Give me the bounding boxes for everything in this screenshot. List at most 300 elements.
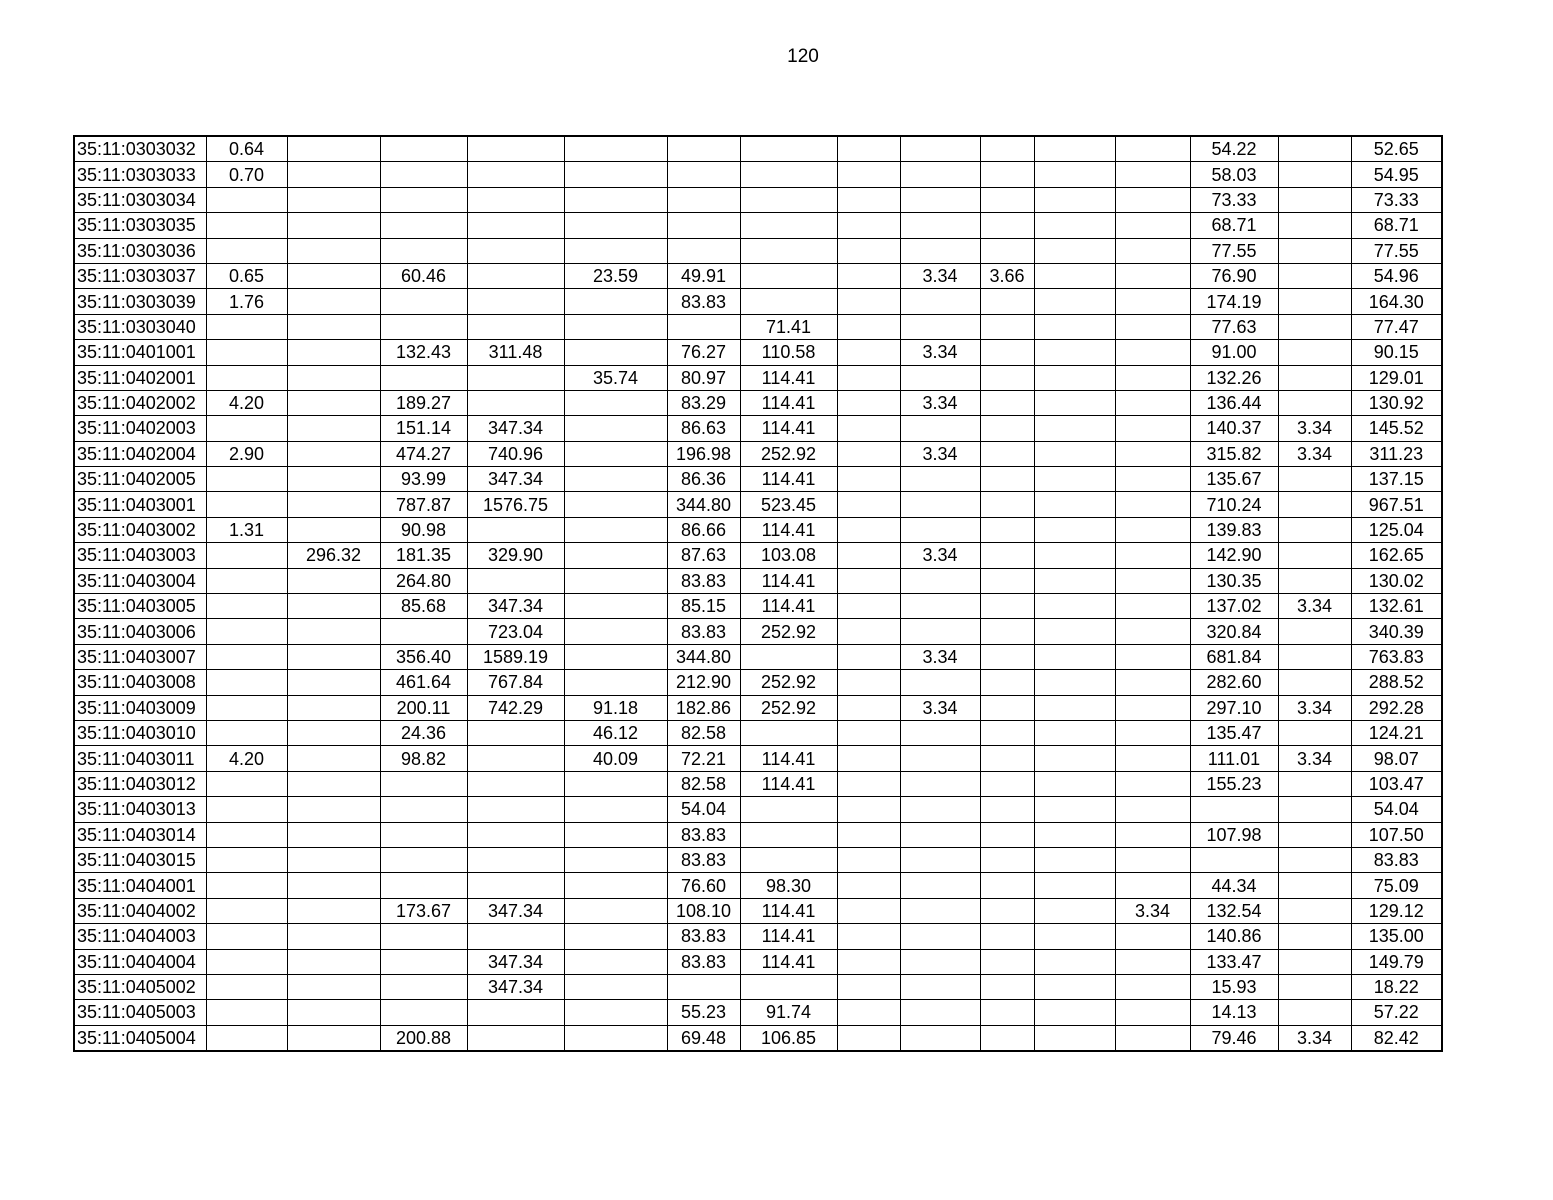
value-cell: 212.90 bbox=[667, 670, 740, 695]
value-cell bbox=[1034, 467, 1115, 492]
value-cell: 2.90 bbox=[206, 441, 287, 466]
value-cell bbox=[837, 1000, 900, 1025]
parcel-id-cell: 35:11:0405002 bbox=[74, 974, 206, 999]
value-cell bbox=[1278, 289, 1351, 314]
value-cell: 77.63 bbox=[1190, 314, 1278, 339]
value-cell: 54.22 bbox=[1190, 136, 1278, 162]
table-row bbox=[74, 670, 1442, 695]
parcel-id-cell: 35:11:0403013 bbox=[74, 797, 206, 822]
value-cell bbox=[206, 670, 287, 695]
value-cell bbox=[467, 187, 564, 212]
value-cell bbox=[564, 238, 667, 263]
value-cell bbox=[837, 949, 900, 974]
value-cell bbox=[837, 746, 900, 771]
value-cell bbox=[740, 136, 837, 162]
table-row bbox=[74, 543, 1442, 568]
value-cell: 162.65 bbox=[1351, 543, 1442, 568]
value-cell: 75.09 bbox=[1351, 873, 1442, 898]
value-cell bbox=[837, 873, 900, 898]
value-cell bbox=[837, 670, 900, 695]
value-cell: 787.87 bbox=[380, 492, 467, 517]
value-cell: 114.41 bbox=[740, 746, 837, 771]
table-row bbox=[74, 949, 1442, 974]
value-cell bbox=[667, 162, 740, 187]
value-cell: 114.41 bbox=[740, 365, 837, 390]
value-cell bbox=[1034, 720, 1115, 745]
parcel-id-cell: 35:11:0401001 bbox=[74, 340, 206, 365]
value-cell: 742.29 bbox=[467, 695, 564, 720]
value-cell bbox=[1034, 873, 1115, 898]
value-cell: 114.41 bbox=[740, 949, 837, 974]
value-cell bbox=[900, 974, 980, 999]
value-cell: 1.31 bbox=[206, 517, 287, 542]
table-row bbox=[74, 314, 1442, 339]
value-cell: 114.41 bbox=[740, 924, 837, 949]
parcel-id-cell: 35:11:0404002 bbox=[74, 898, 206, 923]
value-cell bbox=[287, 416, 380, 441]
value-cell: 83.83 bbox=[667, 289, 740, 314]
value-cell bbox=[287, 136, 380, 162]
parcel-id-cell: 35:11:0403009 bbox=[74, 695, 206, 720]
value-cell: 69.48 bbox=[667, 1025, 740, 1051]
value-cell: 767.84 bbox=[467, 670, 564, 695]
value-cell bbox=[206, 213, 287, 238]
value-cell bbox=[1115, 314, 1190, 339]
value-cell bbox=[900, 949, 980, 974]
value-cell bbox=[287, 594, 380, 619]
value-cell: 139.83 bbox=[1190, 517, 1278, 542]
value-cell bbox=[1278, 263, 1351, 288]
value-cell bbox=[740, 822, 837, 847]
value-cell: 80.97 bbox=[667, 365, 740, 390]
value-cell: 311.48 bbox=[467, 340, 564, 365]
parcel-id-cell: 35:11:0404003 bbox=[74, 924, 206, 949]
value-cell bbox=[980, 162, 1034, 187]
value-cell: 52.65 bbox=[1351, 136, 1442, 162]
value-cell bbox=[287, 974, 380, 999]
value-cell: 129.12 bbox=[1351, 898, 1442, 923]
value-cell bbox=[1278, 467, 1351, 492]
table-row bbox=[74, 213, 1442, 238]
value-cell bbox=[467, 873, 564, 898]
value-cell bbox=[980, 441, 1034, 466]
value-cell bbox=[900, 746, 980, 771]
value-cell bbox=[1115, 187, 1190, 212]
value-cell bbox=[467, 771, 564, 796]
value-cell bbox=[206, 1025, 287, 1051]
value-cell: 57.22 bbox=[1351, 1000, 1442, 1025]
value-cell bbox=[1034, 594, 1115, 619]
value-cell bbox=[206, 365, 287, 390]
value-cell: 15.93 bbox=[1190, 974, 1278, 999]
value-cell: 91.18 bbox=[564, 695, 667, 720]
value-cell: 77.55 bbox=[1351, 238, 1442, 263]
value-cell: 82.58 bbox=[667, 771, 740, 796]
value-cell bbox=[837, 162, 900, 187]
value-cell: 76.27 bbox=[667, 340, 740, 365]
parcel-id-cell: 35:11:0303035 bbox=[74, 213, 206, 238]
value-cell bbox=[1278, 238, 1351, 263]
value-cell bbox=[564, 847, 667, 872]
value-cell: 91.00 bbox=[1190, 340, 1278, 365]
value-cell bbox=[564, 898, 667, 923]
value-cell bbox=[467, 263, 564, 288]
value-cell bbox=[467, 1000, 564, 1025]
value-cell bbox=[837, 1025, 900, 1051]
parcel-id-cell: 35:11:0403008 bbox=[74, 670, 206, 695]
value-cell bbox=[1034, 898, 1115, 923]
value-cell bbox=[1115, 644, 1190, 669]
value-cell: 523.45 bbox=[740, 492, 837, 517]
value-cell: 3.34 bbox=[900, 263, 980, 288]
table-row bbox=[74, 695, 1442, 720]
value-cell bbox=[564, 924, 667, 949]
value-cell bbox=[206, 873, 287, 898]
value-cell bbox=[564, 771, 667, 796]
table-row bbox=[74, 568, 1442, 593]
value-cell bbox=[980, 898, 1034, 923]
value-cell: 58.03 bbox=[1190, 162, 1278, 187]
value-cell bbox=[1190, 797, 1278, 822]
value-cell: 79.46 bbox=[1190, 1025, 1278, 1051]
value-cell bbox=[837, 847, 900, 872]
value-cell bbox=[740, 238, 837, 263]
value-cell: 54.96 bbox=[1351, 263, 1442, 288]
table-row bbox=[74, 720, 1442, 745]
value-cell bbox=[564, 1000, 667, 1025]
value-cell bbox=[900, 771, 980, 796]
value-cell bbox=[837, 390, 900, 415]
value-cell bbox=[1278, 543, 1351, 568]
value-cell bbox=[1034, 568, 1115, 593]
value-cell bbox=[1278, 898, 1351, 923]
value-cell: 132.61 bbox=[1351, 594, 1442, 619]
value-cell: 1.76 bbox=[206, 289, 287, 314]
value-cell bbox=[900, 720, 980, 745]
parcel-id-cell: 35:11:0303037 bbox=[74, 263, 206, 288]
value-cell bbox=[980, 695, 1034, 720]
value-cell bbox=[206, 720, 287, 745]
value-cell bbox=[1278, 847, 1351, 872]
value-cell: 130.92 bbox=[1351, 390, 1442, 415]
value-cell bbox=[1034, 924, 1115, 949]
value-cell bbox=[1034, 390, 1115, 415]
value-cell bbox=[1278, 213, 1351, 238]
value-cell bbox=[1278, 390, 1351, 415]
value-cell bbox=[900, 314, 980, 339]
value-cell: 149.79 bbox=[1351, 949, 1442, 974]
value-cell bbox=[287, 771, 380, 796]
value-cell bbox=[287, 1000, 380, 1025]
value-cell bbox=[564, 213, 667, 238]
page-number: 120 bbox=[787, 46, 819, 67]
value-cell bbox=[1115, 213, 1190, 238]
value-cell bbox=[900, 797, 980, 822]
value-cell bbox=[667, 213, 740, 238]
value-cell: 181.35 bbox=[380, 543, 467, 568]
value-cell bbox=[900, 924, 980, 949]
value-cell: 124.21 bbox=[1351, 720, 1442, 745]
value-cell bbox=[837, 441, 900, 466]
value-cell bbox=[980, 822, 1034, 847]
value-cell bbox=[900, 136, 980, 162]
value-cell: 60.46 bbox=[380, 263, 467, 288]
value-cell bbox=[837, 492, 900, 517]
value-cell bbox=[206, 797, 287, 822]
value-cell: 132.43 bbox=[380, 340, 467, 365]
value-cell bbox=[837, 238, 900, 263]
parcel-id-cell: 35:11:0303040 bbox=[74, 314, 206, 339]
value-cell bbox=[1115, 543, 1190, 568]
value-cell bbox=[837, 340, 900, 365]
value-cell bbox=[667, 136, 740, 162]
value-cell bbox=[1115, 492, 1190, 517]
value-cell bbox=[1034, 416, 1115, 441]
value-cell bbox=[740, 644, 837, 669]
value-cell: 3.66 bbox=[980, 263, 1034, 288]
value-cell: 174.19 bbox=[1190, 289, 1278, 314]
value-cell: 329.90 bbox=[467, 543, 564, 568]
table-row bbox=[74, 797, 1442, 822]
value-cell bbox=[1115, 263, 1190, 288]
value-cell bbox=[667, 314, 740, 339]
table-row bbox=[74, 289, 1442, 314]
value-cell bbox=[1115, 949, 1190, 974]
value-cell bbox=[1115, 847, 1190, 872]
value-cell bbox=[564, 340, 667, 365]
value-cell bbox=[837, 771, 900, 796]
value-cell bbox=[740, 974, 837, 999]
value-cell bbox=[837, 136, 900, 162]
value-cell: 140.37 bbox=[1190, 416, 1278, 441]
value-cell: 252.92 bbox=[740, 670, 837, 695]
value-cell bbox=[287, 746, 380, 771]
value-cell bbox=[467, 136, 564, 162]
value-cell bbox=[1034, 619, 1115, 644]
value-cell: 297.10 bbox=[1190, 695, 1278, 720]
value-cell bbox=[1278, 771, 1351, 796]
table-row bbox=[74, 263, 1442, 288]
value-cell bbox=[1034, 1025, 1115, 1051]
value-cell: 1589.19 bbox=[467, 644, 564, 669]
value-cell bbox=[980, 847, 1034, 872]
value-cell bbox=[1034, 797, 1115, 822]
value-cell bbox=[740, 847, 837, 872]
value-cell bbox=[287, 441, 380, 466]
value-cell bbox=[1115, 162, 1190, 187]
value-cell bbox=[1115, 390, 1190, 415]
value-cell bbox=[380, 924, 467, 949]
value-cell: 49.91 bbox=[667, 263, 740, 288]
value-cell bbox=[980, 644, 1034, 669]
value-cell bbox=[380, 238, 467, 263]
value-cell: 356.40 bbox=[380, 644, 467, 669]
value-cell bbox=[206, 898, 287, 923]
parcel-id-cell: 35:11:0402003 bbox=[74, 416, 206, 441]
value-cell bbox=[287, 213, 380, 238]
value-cell bbox=[1034, 314, 1115, 339]
value-cell bbox=[206, 771, 287, 796]
value-cell bbox=[1115, 873, 1190, 898]
value-cell bbox=[1278, 340, 1351, 365]
value-cell bbox=[467, 365, 564, 390]
value-cell: 133.47 bbox=[1190, 949, 1278, 974]
parcel-id-cell: 35:11:0303033 bbox=[74, 162, 206, 187]
value-cell: 3.34 bbox=[1278, 441, 1351, 466]
value-cell: 340.39 bbox=[1351, 619, 1442, 644]
parcel-id-cell: 35:11:0303032 bbox=[74, 136, 206, 162]
value-cell bbox=[900, 898, 980, 923]
value-cell bbox=[900, 873, 980, 898]
table-row bbox=[74, 594, 1442, 619]
value-cell bbox=[287, 238, 380, 263]
value-cell: 740.96 bbox=[467, 441, 564, 466]
value-cell bbox=[1115, 974, 1190, 999]
value-cell bbox=[564, 644, 667, 669]
value-cell bbox=[1115, 619, 1190, 644]
value-cell bbox=[206, 847, 287, 872]
value-cell bbox=[1278, 924, 1351, 949]
value-cell bbox=[1278, 670, 1351, 695]
value-cell bbox=[900, 517, 980, 542]
value-cell bbox=[900, 467, 980, 492]
value-cell: 87.63 bbox=[667, 543, 740, 568]
value-cell: 40.09 bbox=[564, 746, 667, 771]
value-cell bbox=[1034, 695, 1115, 720]
value-cell: 83.83 bbox=[667, 619, 740, 644]
value-cell bbox=[837, 543, 900, 568]
parcel-id-cell: 35:11:0405003 bbox=[74, 1000, 206, 1025]
value-cell bbox=[837, 289, 900, 314]
value-cell bbox=[900, 670, 980, 695]
value-cell bbox=[564, 492, 667, 517]
value-cell bbox=[1034, 517, 1115, 542]
parcel-id-cell: 35:11:0404001 bbox=[74, 873, 206, 898]
value-cell: 132.54 bbox=[1190, 898, 1278, 923]
value-cell: 129.01 bbox=[1351, 365, 1442, 390]
value-cell bbox=[980, 136, 1034, 162]
value-cell: 461.64 bbox=[380, 670, 467, 695]
value-cell bbox=[1278, 187, 1351, 212]
value-cell bbox=[980, 314, 1034, 339]
table-row bbox=[74, 162, 1442, 187]
parcel-id-cell: 35:11:0403006 bbox=[74, 619, 206, 644]
value-cell bbox=[900, 416, 980, 441]
table-row bbox=[74, 1000, 1442, 1025]
value-cell bbox=[380, 289, 467, 314]
value-cell: 54.04 bbox=[667, 797, 740, 822]
table-row bbox=[74, 898, 1442, 923]
value-cell: 54.04 bbox=[1351, 797, 1442, 822]
value-cell bbox=[467, 517, 564, 542]
value-cell bbox=[287, 289, 380, 314]
value-cell: 103.08 bbox=[740, 543, 837, 568]
value-cell bbox=[1034, 187, 1115, 212]
table-row bbox=[74, 847, 1442, 872]
value-cell bbox=[1034, 1000, 1115, 1025]
value-cell bbox=[980, 416, 1034, 441]
value-cell: 90.98 bbox=[380, 517, 467, 542]
value-cell: 967.51 bbox=[1351, 492, 1442, 517]
value-cell bbox=[1115, 594, 1190, 619]
value-cell bbox=[1115, 365, 1190, 390]
value-cell: 140.86 bbox=[1190, 924, 1278, 949]
value-cell bbox=[1034, 492, 1115, 517]
value-cell: 3.34 bbox=[1278, 695, 1351, 720]
value-cell: 14.13 bbox=[1190, 1000, 1278, 1025]
parcel-id-cell: 35:11:0402001 bbox=[74, 365, 206, 390]
value-cell bbox=[467, 314, 564, 339]
value-cell: 264.80 bbox=[380, 568, 467, 593]
value-cell: 132.26 bbox=[1190, 365, 1278, 390]
value-cell bbox=[206, 949, 287, 974]
value-cell: 98.30 bbox=[740, 873, 837, 898]
value-cell bbox=[1034, 238, 1115, 263]
value-cell: 347.34 bbox=[467, 949, 564, 974]
value-cell: 68.71 bbox=[1190, 213, 1278, 238]
value-cell bbox=[837, 974, 900, 999]
value-cell bbox=[740, 289, 837, 314]
value-cell bbox=[1115, 924, 1190, 949]
value-cell bbox=[980, 797, 1034, 822]
value-cell: 292.28 bbox=[1351, 695, 1442, 720]
value-cell bbox=[980, 467, 1034, 492]
value-cell: 23.59 bbox=[564, 263, 667, 288]
value-cell bbox=[564, 517, 667, 542]
value-cell: 3.34 bbox=[900, 340, 980, 365]
value-cell: 76.60 bbox=[667, 873, 740, 898]
value-cell bbox=[467, 238, 564, 263]
value-cell bbox=[980, 720, 1034, 745]
value-cell bbox=[1278, 517, 1351, 542]
value-cell: 137.15 bbox=[1351, 467, 1442, 492]
value-cell bbox=[837, 594, 900, 619]
value-cell: 73.33 bbox=[1351, 187, 1442, 212]
value-cell: 347.34 bbox=[467, 594, 564, 619]
value-cell bbox=[1278, 568, 1351, 593]
value-cell bbox=[1278, 492, 1351, 517]
value-cell: 288.52 bbox=[1351, 670, 1442, 695]
value-cell: 136.44 bbox=[1190, 390, 1278, 415]
value-cell bbox=[564, 568, 667, 593]
value-cell bbox=[287, 187, 380, 212]
value-cell bbox=[380, 187, 467, 212]
table-row bbox=[74, 1025, 1442, 1051]
value-cell bbox=[1034, 162, 1115, 187]
value-cell: 3.34 bbox=[1115, 898, 1190, 923]
value-cell: 3.34 bbox=[1278, 416, 1351, 441]
value-cell: 86.63 bbox=[667, 416, 740, 441]
value-cell bbox=[564, 822, 667, 847]
value-cell bbox=[287, 797, 380, 822]
value-cell bbox=[1034, 289, 1115, 314]
value-cell bbox=[287, 263, 380, 288]
parcel-id-cell: 35:11:0403001 bbox=[74, 492, 206, 517]
value-cell bbox=[287, 314, 380, 339]
value-cell bbox=[1034, 340, 1115, 365]
value-cell: 4.20 bbox=[206, 746, 287, 771]
parcel-id-cell: 35:11:0403003 bbox=[74, 543, 206, 568]
value-cell: 3.34 bbox=[1278, 746, 1351, 771]
value-cell bbox=[837, 467, 900, 492]
value-cell bbox=[380, 771, 467, 796]
value-cell bbox=[1115, 568, 1190, 593]
value-cell: 200.11 bbox=[380, 695, 467, 720]
value-cell: 114.41 bbox=[740, 568, 837, 593]
value-cell bbox=[287, 644, 380, 669]
value-cell bbox=[1034, 365, 1115, 390]
value-cell: 3.34 bbox=[1278, 594, 1351, 619]
